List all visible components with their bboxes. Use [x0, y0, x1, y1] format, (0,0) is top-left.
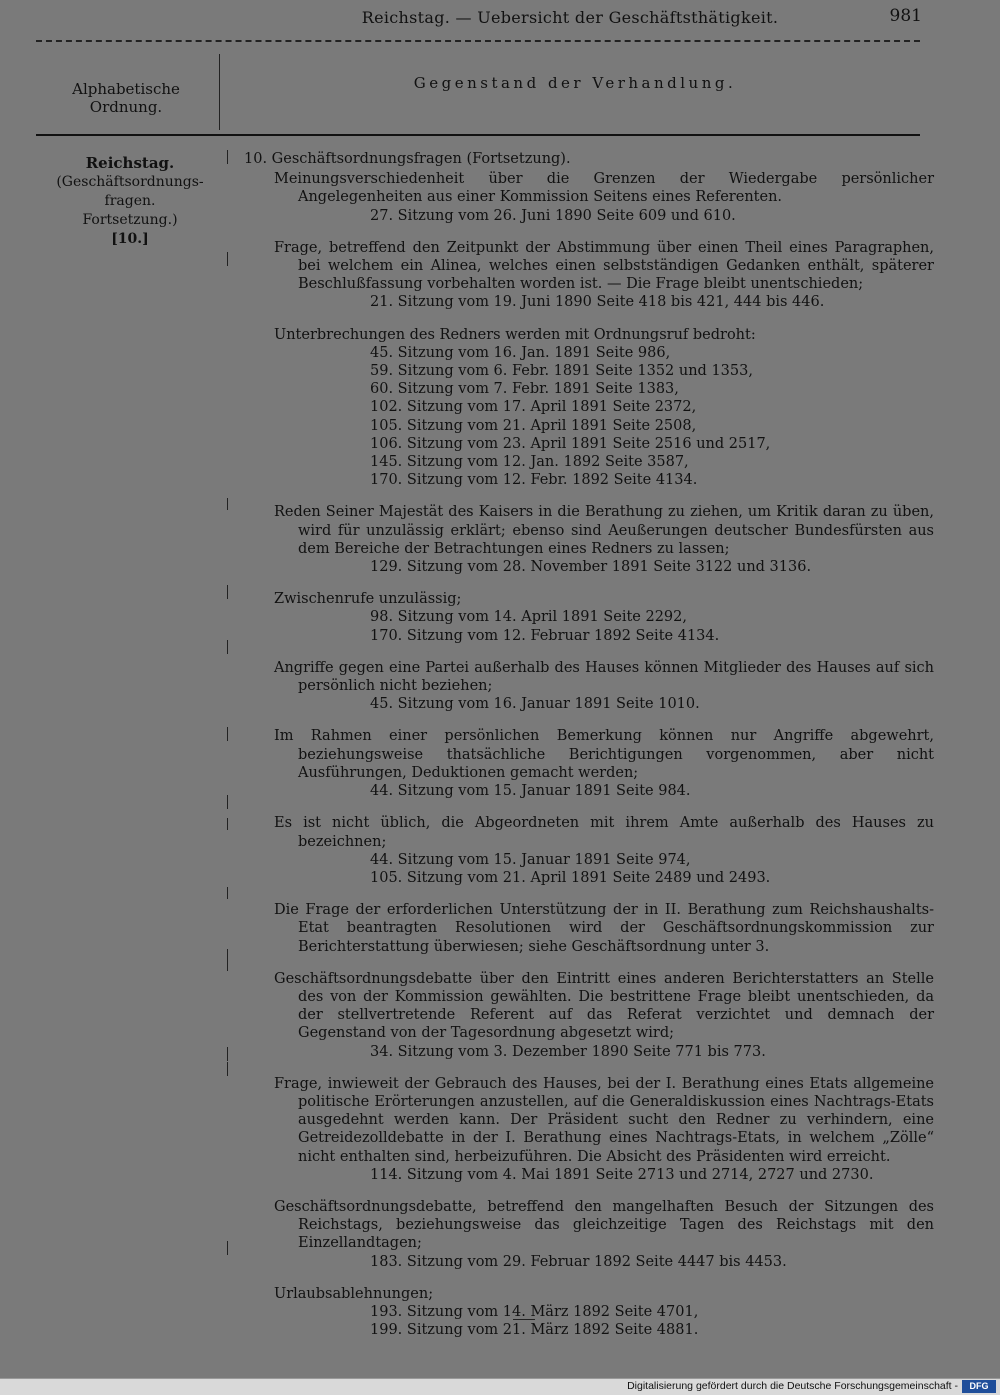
session-reference: 21. Sitzung vom 19. Juni 1890 Seite 418 bis 421, 444 bis 446.: [370, 294, 825, 311]
session-reference: 183. Sitzung vom 29. Februar 1892 Seite 4447 bis 4453.: [370, 1253, 787, 1270]
entry-text: Die Frage der erforderlichen Unterstützung der in II. Berathung zum Reichshaushalts-Etat beantragten Resolutionen wird der Geschäftsordnungskommission zur Berichterstattung überwiesen; siehe Geschäftsordnung unter 3.: [274, 902, 934, 955]
section-title: 10. Geschäftsordnungsfragen (Fortsetzung).: [244, 151, 571, 167]
index-entry: [244, 503, 934, 576]
session-reference: 193. Sitzung vom 14. März 1892 Seite 4701,: [370, 1303, 699, 1320]
footer-credit: Digitalisierung gefördert durch die Deutsche Forschungsgemeinschaft -: [627, 1380, 958, 1392]
index-entry: [244, 1075, 934, 1184]
index-entry: [244, 590, 934, 645]
session-reference: 105. Sitzung vom 21. April 1891 Seite 2489 und 2493.: [370, 869, 771, 886]
footer-bar: [0, 1378, 1000, 1395]
session-reference: 106. Sitzung vom 23. April 1891 Seite 2516 und 2517,: [370, 435, 771, 452]
left-column-heading: Alphabetische Ordnung.: [72, 80, 180, 116]
entry-text: Es ist nicht üblich, die Abgeordneten mit ihrem Amte außerhalb des Hauses zu bezeichnen;: [274, 815, 934, 850]
main-text: [244, 150, 934, 1353]
right-column-heading: Gegenstand der Verhandlung.: [413, 74, 737, 92]
session-reference: 170. Sitzung vom 12. Febr. 1892 Seite 4134.: [370, 472, 698, 489]
session-reference: 170. Sitzung vom 12. Februar 1892 Seite 4134.: [370, 627, 720, 644]
session-reference: 34. Sitzung vom 3. Dezember 1890 Seite 771 bis 773.: [370, 1043, 766, 1060]
session-reference: 27. Sitzung vom 26. Juni 1890 Seite 609 und 610.: [370, 207, 736, 224]
index-entry: [244, 170, 934, 225]
index-entry: [244, 659, 934, 714]
session-reference: 105. Sitzung vom 21. April 1891 Seite 2508,: [370, 417, 697, 434]
session-reference: 114. Sitzung vom 4. Mai 1891 Seite 2713 und 2714, 2727 und 2730.: [370, 1166, 874, 1183]
session-reference: 98. Sitzung vom 14. April 1891 Seite 2292,: [370, 609, 687, 626]
sidebar-title: Reichstag.: [85, 154, 175, 172]
divider-tick: [227, 1241, 228, 1255]
entry-text: Unterbrechungen des Redners werden mit Ordnungsruf bedroht:: [274, 326, 756, 343]
entry-text: Frage, inwieweit der Gebrauch des Hauses, bei der I. Berathung eines Etats allgemeine politische Erörterungen anzustellen, auf die Generaldiskussion eines Nachtrags-Etats ausgedehnt werden kann. Der Präsident sucht den Redner zu verhindern, eine Getreidezolldebatte in der I. Berathung eines Nachtrags-Etats, in welchem „Zölle“ nicht enthalten sind, herbeizuführen. Die Absicht des Präsidenten wird erreicht.: [274, 1075, 934, 1165]
entry-text: Geschäftsordnungsdebatte über den Eintritt eines anderen Berichterstatters an Stelle des von der Kommission gewählten. Die bestrittene Frage bleibt unentschieden, da der stellvertretende Referent auf das Referat verzichtet und demnach der Gegenstand von der Tagesordnung abgesetzt wird;: [274, 970, 934, 1042]
index-entry: [244, 1198, 934, 1271]
session-reference: 45. Sitzung vom 16. Jan. 1891 Seite 986,: [370, 344, 671, 361]
sidebar-index: [40, 154, 220, 249]
divider-tick: [227, 949, 228, 971]
index-entry: [244, 970, 934, 1061]
session-reference: 129. Sitzung vom 28. November 1891 Seite 3122 und 3136.: [370, 559, 812, 576]
heading-rule: [36, 134, 920, 136]
dfg-logo: DFG: [962, 1380, 996, 1393]
column-divider: [219, 54, 220, 130]
index-entry: [244, 814, 934, 887]
sidebar-subtitle: fragen.: [104, 193, 156, 209]
entry-text: Meinungsverschiedenheit über die Grenzen der Wiedergabe persönlicher Angelegenheiten aus einer Kommission Seitens eines Referenten.: [274, 171, 934, 206]
sidebar-section-number: [10.]: [111, 231, 149, 247]
session-reference: 199. Sitzung vom 21. März 1892 Seite 4881.: [370, 1322, 699, 1339]
divider-tick: [227, 252, 228, 266]
divider-tick: [227, 795, 228, 809]
entry-text: Angriffe gegen eine Partei außerhalb des Hauses können Mitglieder des Hauses auf sich persönlich nicht beziehen;: [274, 659, 934, 695]
session-reference: 145. Sitzung vom 12. Jan. 1892 Seite 3587,: [370, 454, 689, 471]
session-reference: 44. Sitzung vom 15. Januar 1891 Seite 974,: [370, 851, 691, 868]
index-entry: [244, 326, 934, 490]
top-rule: [36, 40, 920, 42]
divider-tick: [227, 1062, 228, 1076]
session-reference: 60. Sitzung vom 7. Febr. 1891 Seite 1383,: [370, 381, 679, 398]
index-entry: [244, 727, 934, 800]
divider-tick: [227, 585, 228, 599]
index-entry: [244, 239, 934, 312]
index-entry: [244, 1285, 934, 1340]
sidebar-subtitle: (Geschäftsordnungs-: [56, 174, 204, 190]
divider-tick: [227, 818, 228, 830]
session-reference: 102. Sitzung vom 17. April 1891 Seite 2372,: [370, 399, 697, 416]
divider-tick: [227, 727, 228, 741]
entry-text: Zwischenrufe unzulässig;: [274, 591, 462, 608]
entry-text: Geschäftsordnungsdebatte, betreffend den mangelhaften Besuch der Sitzungen des Reichstags, beziehungsweise das gleichzeitige Tagen des Reichstags mit den Einzellandtagen;: [274, 1198, 934, 1252]
session-reference: 59. Sitzung vom 6. Febr. 1891 Seite 1352 und 1353,: [370, 363, 753, 380]
divider-tick: [227, 887, 228, 899]
running-title: Reichstag. — Uebersicht der Geschäftsthätigkeit.: [361, 8, 779, 27]
entry-text: Frage, betreffend den Zeitpunkt der Abstimmung über einen Theil eines Paragraphen, bei welchem ein Alinea, welches einen selbstständigen Gedanken enthält, späterer Beschlußfassung vorbehalten worden ist. — Die Frage bleibt unentschieden;: [274, 239, 934, 293]
entries-list: [244, 170, 934, 1339]
end-rule: [513, 1319, 535, 1320]
divider-tick: [227, 640, 228, 654]
entry-text: Im Rahmen einer persönlichen Bemerkung können nur Angriffe abgewehrt, beziehungsweise thatsächliche Berichtigungen vorgenommen, aber nicht Ausführungen, Deduktionen gemacht werden;: [274, 728, 934, 781]
entry-text: Urlaubsablehnungen;: [274, 1285, 434, 1302]
session-reference: 44. Sitzung vom 15. Januar 1891 Seite 984.: [370, 783, 691, 800]
index-entry: [244, 901, 934, 956]
sidebar-subtitle: Fortsetzung.): [82, 212, 178, 228]
page-number: 981: [889, 6, 922, 26]
session-reference: 45. Sitzung vom 16. Januar 1891 Seite 1010.: [370, 696, 700, 713]
divider-tick: [227, 1047, 228, 1061]
divider-tick: [227, 498, 228, 510]
entry-text: Reden Seiner Majestät des Kaisers in die Berathung zu ziehen, um Kritik daran zu üben, wird für unzulässig erklärt; ebenso sind Aeußerungen deutscher Bundesfürsten aus dem Bereiche der Betrachtungen eines Redners zu lassen;: [274, 504, 934, 557]
divider-tick: [227, 150, 228, 164]
